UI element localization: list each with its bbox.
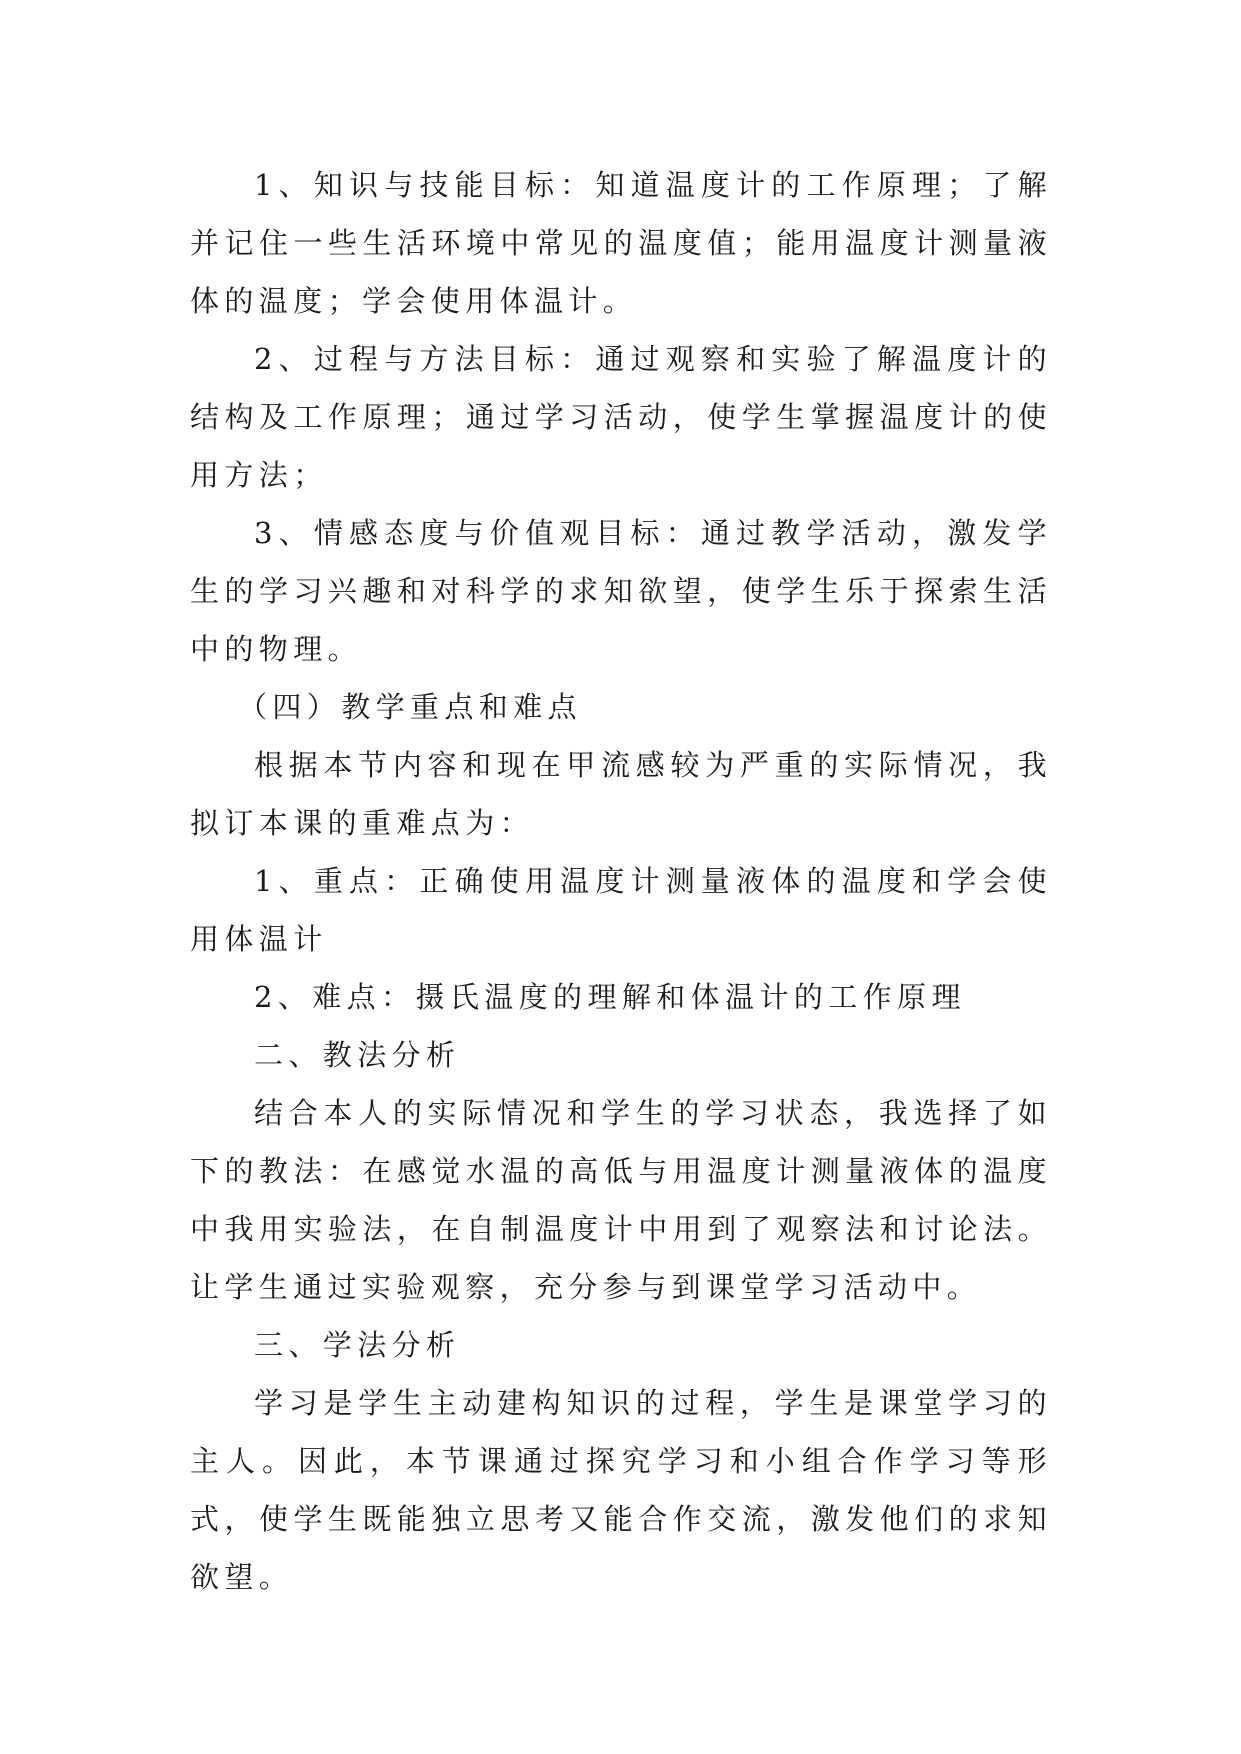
paragraph-key-points-intro: 根据本节内容和现在甲流感较为严重的实际情况，我拟订本课的重难点为： [190, 748, 1052, 840]
section-heading-teaching-method: 二、教法分析 [254, 1038, 461, 1072]
paragraph-difficulty: 2、难点：摄氏温度的理解和体温计的工作原理 [254, 980, 966, 1014]
paragraph-knowledge-goal: 1、知识与技能目标：知道温度计的工作原理；了解并记住一些生活环境中常见的温度值；能用温度计测量液体的温度；学会使用体温计。 [190, 168, 1052, 318]
paragraph-emotion-goal: 3、情感态度与价值观目标：通过教学活动，激发学生的学习兴趣和对科学的求知欲望，使学生乐于探索生活中的物理。 [190, 516, 1052, 666]
paragraph-key-point: 1、重点：正确使用温度计测量液体的温度和学会使用体温计 [190, 864, 1052, 956]
paragraph-process-goal: 2、过程与方法目标：通过观察和实验了解温度计的结构及工作原理；通过学习活动，使学生掌握温度计的使用方法； [190, 342, 1052, 492]
section-heading-key-points: （四）教学重点和难点 [238, 690, 583, 724]
paragraph-teaching-method: 结合本人的实际情况和学生的学习状态，我选择了如下的教法：在感觉水温的高低与用温度计测量液体的温度中我用实验法，在自制温度计中用到了观察法和讨论法。让学生通过实验观察，充分参与到课堂学习活动中。 [190, 1096, 1052, 1304]
section-heading-learning-method: 三、学法分析 [254, 1328, 461, 1362]
paragraph-learning-method: 学习是学生主动建构知识的过程，学生是课堂学习的主人。因此，本节课通过探究学习和小组合作学习等形式，使学生既能独立思考又能合作交流，激发他们的求知欲望。 [190, 1386, 1052, 1594]
document-body [190, 156, 1052, 1606]
